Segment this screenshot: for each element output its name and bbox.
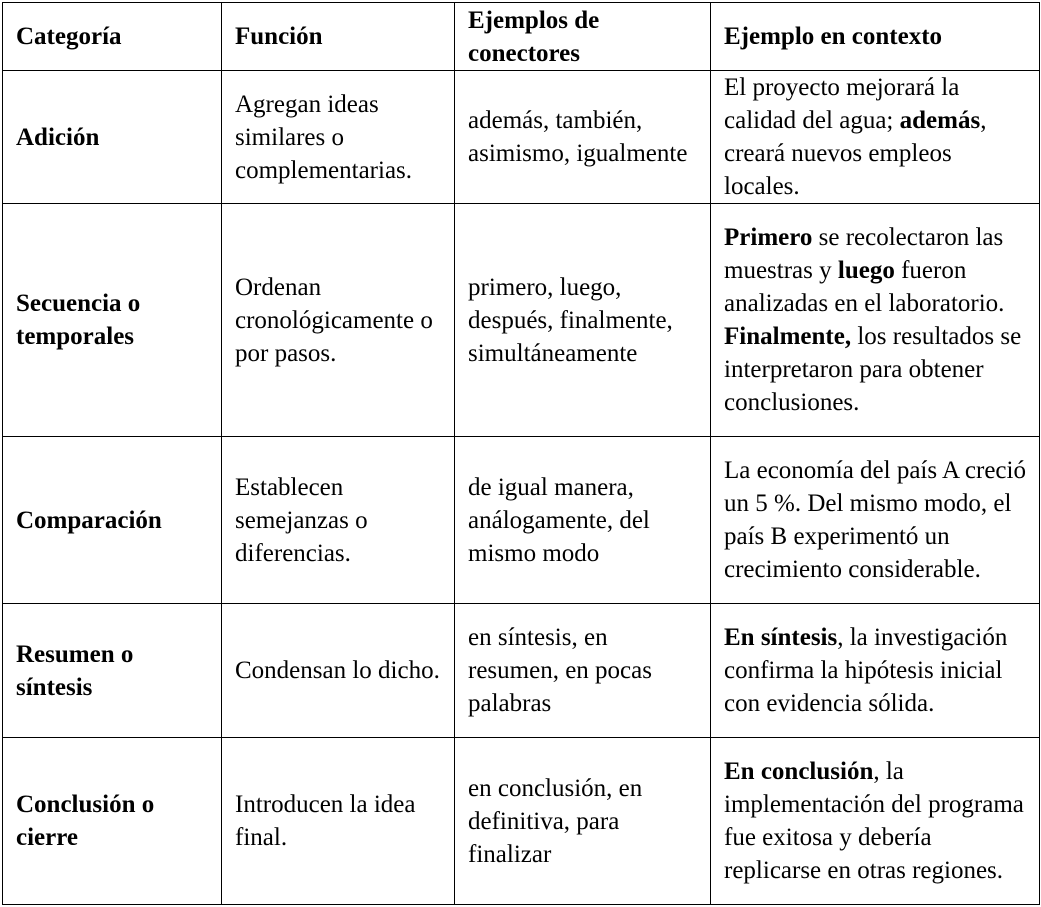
header-categoria: Categoría bbox=[3, 3, 222, 71]
funcion-cell: Condensan lo dicho. bbox=[222, 604, 455, 738]
ejemplos-cell: primero, luego, después, finalmente, simultáneamente bbox=[455, 204, 711, 437]
contexto-text: , creará nuevos empleos locales. bbox=[724, 107, 987, 200]
table-row bbox=[3, 71, 1040, 204]
categoria-cell: Adición bbox=[3, 71, 222, 204]
funcion-cell: Ordenan cronológicamente o por pasos. bbox=[222, 204, 455, 437]
contexto-text: los resultados se interpretaron para obtener conclusiones. bbox=[724, 323, 1022, 416]
table-row bbox=[3, 604, 1040, 738]
ejemplos-cell: en conclusión, en definitiva, para finalizar bbox=[455, 738, 711, 905]
connector-highlight: luego bbox=[837, 257, 895, 284]
contexto-cell bbox=[711, 738, 1040, 905]
header-ejemplos: Ejemplos de conectores bbox=[455, 3, 711, 71]
ejemplos-cell: en síntesis, en resumen, en pocas palabras bbox=[455, 604, 711, 738]
connector-highlight: En conclusión bbox=[724, 758, 874, 785]
funcion-cell: Agregan ideas similares o complementarias. bbox=[222, 71, 455, 204]
contexto-text: fueron analizadas en el laboratorio. bbox=[724, 257, 1005, 317]
categoria-cell: Secuencia o temporales bbox=[3, 204, 222, 437]
connectors-table bbox=[2, 2, 1040, 905]
connector-highlight: Primero bbox=[724, 224, 813, 251]
categoria-cell: Resumen o síntesis bbox=[3, 604, 222, 738]
connector-highlight: Finalmente, bbox=[724, 323, 852, 350]
contexto-cell bbox=[711, 604, 1040, 738]
connector-highlight: además bbox=[899, 107, 981, 134]
ejemplos-cell: de igual manera, análogamente, del mismo modo bbox=[455, 437, 711, 604]
funcion-cell: Introducen la idea final. bbox=[222, 738, 455, 905]
contexto-cell bbox=[711, 71, 1040, 204]
contexto-cell bbox=[711, 204, 1040, 437]
header-row bbox=[3, 3, 1040, 71]
contexto-text: , la investigación confirma la hipótesis inicial con evidencia sólida. bbox=[724, 624, 1008, 717]
table-row bbox=[3, 204, 1040, 437]
funcion-cell: Establecen semejanzas o diferencias. bbox=[222, 437, 455, 604]
contexto-text: se recolectaron las muestras y bbox=[724, 224, 1004, 284]
ejemplos-cell: además, también, asimismo, igualmente bbox=[455, 71, 711, 204]
categoria-cell: Conclusión o cierre bbox=[3, 738, 222, 905]
header-contexto: Ejemplo en contexto bbox=[711, 3, 1040, 71]
header-funcion: Función bbox=[222, 3, 455, 71]
contexto-text: El proyecto mejorará la calidad del agua; bbox=[724, 74, 960, 134]
connector-highlight: En síntesis bbox=[724, 624, 838, 651]
contexto-text: , la implementación del programa fue exitosa y debería replicarse en otras regiones. bbox=[724, 758, 1024, 884]
table-row bbox=[3, 437, 1040, 604]
categoria-cell: Comparación bbox=[3, 437, 222, 604]
table-row bbox=[3, 738, 1040, 905]
contexto-cell: La economía del país A creció un 5 %. Del mismo modo, el país B experimentó un crecimiento considerable. bbox=[711, 437, 1040, 604]
